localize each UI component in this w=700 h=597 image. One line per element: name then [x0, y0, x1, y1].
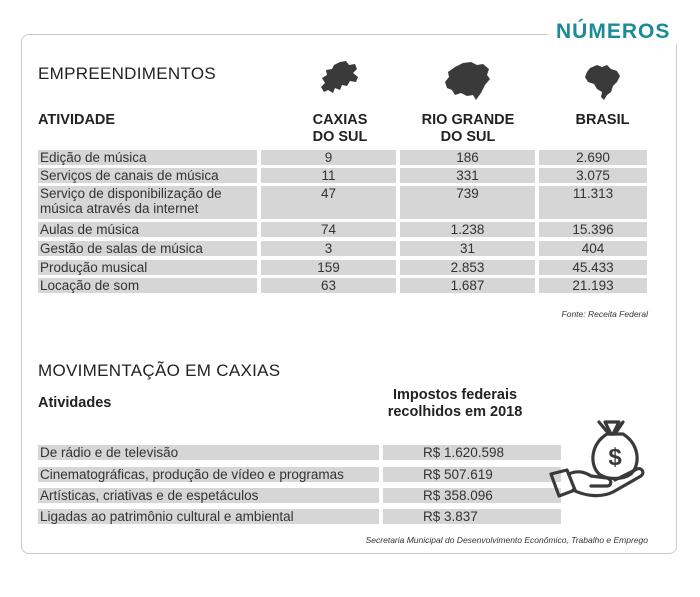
section2-source: Secretaria Municipal do Desenvolvimento Econômico, Trabalho e Emprego: [365, 535, 648, 545]
row-value: R$ 1.620.598: [383, 445, 561, 460]
section1-source: Fonte: Receita Federal: [561, 309, 648, 319]
row-label: Edição de música: [38, 150, 257, 165]
row-brasil: 21.193: [539, 278, 647, 293]
row-label: Locação de som: [38, 278, 257, 293]
row-caxias: 159: [261, 260, 396, 275]
row-rs: 31: [400, 241, 535, 256]
row-brasil: 11.313: [539, 186, 647, 219]
row-label: Serviço de disponibilização de música através da internet: [38, 186, 257, 219]
row-brasil: 2.690: [539, 150, 647, 165]
row-label: Ligadas ao patrimônio cultural e ambiental: [38, 509, 379, 524]
section2-title: MOVIMENTAÇÃO EM CAXIAS: [38, 361, 281, 380]
row-rs: 186: [400, 150, 535, 165]
row-label: Produção musical: [38, 260, 257, 275]
header-rio-grande: [403, 112, 533, 146]
row-rs: 331: [400, 168, 535, 183]
row-brasil: 404: [539, 241, 647, 256]
row-caxias: 74: [261, 222, 396, 237]
row-caxias: 9: [261, 150, 396, 165]
header-impostos-line1: Impostos federais: [392, 387, 518, 403]
header-caxias: [290, 112, 390, 146]
section1-title: EMPREENDIMENTOS: [38, 64, 216, 83]
row-value: R$ 358.096: [383, 488, 561, 503]
header-brasil: BRASIL: [575, 112, 630, 128]
header-impostos-line2: recolhidos em 2018: [387, 404, 523, 420]
row-label: Aulas de música: [38, 222, 257, 237]
rio-grande-map-icon: [443, 59, 493, 103]
section-tag: NÚMEROS: [548, 20, 678, 44]
header-caxias-line1: CAXIAS: [312, 112, 368, 128]
row-label: Serviços de canais de música: [38, 168, 257, 183]
row-caxias: 3: [261, 241, 396, 256]
row-rs: 739: [400, 186, 535, 219]
row-caxias: 11: [261, 168, 396, 183]
row-brasil: 3.075: [539, 168, 647, 183]
row-rs: 2.853: [400, 260, 535, 275]
header-caxias-line2: DO SUL: [312, 129, 368, 145]
row-label: De rádio e de televisão: [38, 445, 379, 460]
row-rs: 1.687: [400, 278, 535, 293]
row-value: R$ 3.837: [383, 509, 561, 524]
row-rs: 1.238: [400, 222, 535, 237]
header-impostos: [375, 387, 535, 421]
header-rs-line2: DO SUL: [440, 129, 496, 145]
row-brasil: 15.396: [539, 222, 647, 237]
row-label: Artísticas, criativas e de espetáculos: [38, 488, 379, 503]
row-label: Cinematográficas, produção de vídeo e programas: [38, 467, 379, 482]
row-label: Gestão de salas de música: [38, 241, 257, 256]
header-rs-line1: RIO GRANDE: [421, 112, 515, 128]
header-activity: ATIVIDADE: [38, 112, 116, 128]
header-atividades: Atividades: [38, 395, 112, 411]
money-bag-hand-icon: [545, 412, 653, 520]
row-brasil: 45.433: [539, 260, 647, 275]
row-caxias: 47: [261, 186, 396, 219]
svg-text:$: $: [608, 444, 622, 471]
brasil-map-icon: [582, 62, 622, 102]
caxias-map-icon: [316, 59, 362, 105]
row-value: R$ 507.619: [383, 467, 561, 482]
row-caxias: 63: [261, 278, 396, 293]
